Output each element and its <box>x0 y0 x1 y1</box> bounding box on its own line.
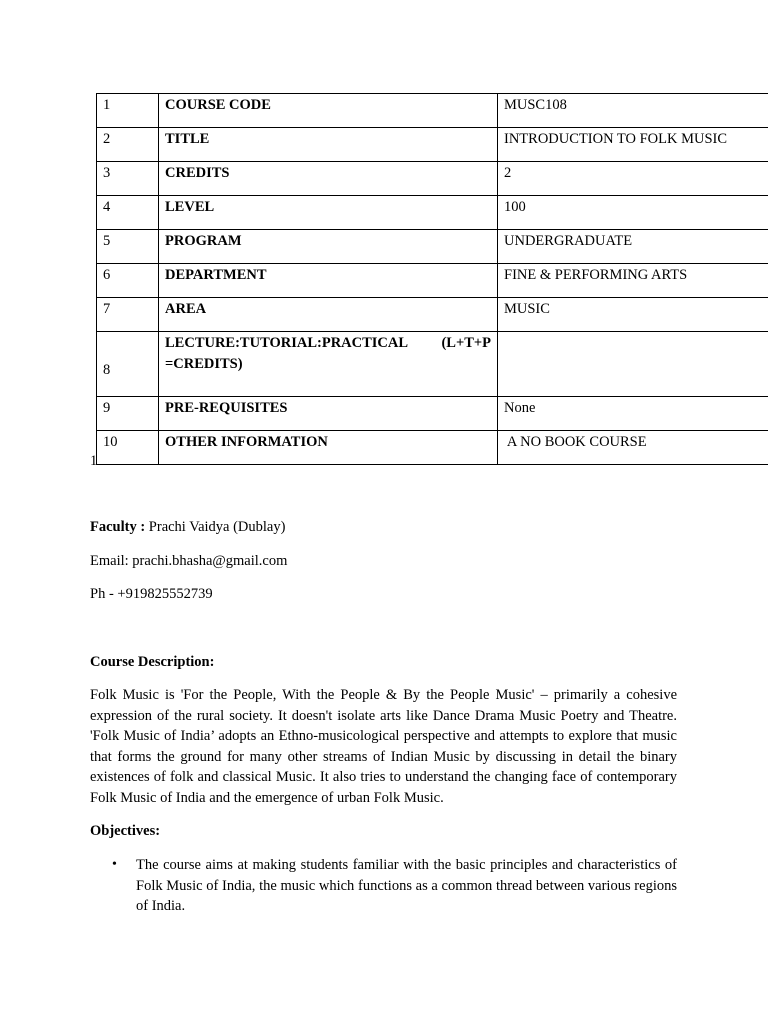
course-description-heading: Course Description: <box>90 654 215 670</box>
field-label-line2: =CREDITS) <box>165 356 243 372</box>
row-number: 7 <box>97 298 159 332</box>
objective-text: The course aims at making students familiar with the basic principles and characteristics of Folk Music of India, the music which functions as a common thread between various regions of India. <box>136 857 677 914</box>
field-label-line1-wrap <box>165 333 491 354</box>
field-label <box>159 332 498 397</box>
field-label: OTHER INFORMATION <box>159 431 498 465</box>
table-row <box>97 94 768 128</box>
email-line: Email: prachi.bhasha@gmail.com <box>90 553 288 569</box>
row-number: 5 <box>97 230 159 264</box>
table-row <box>97 264 768 298</box>
row-number: 1 <box>97 94 159 128</box>
objectives-heading: Objectives: <box>90 823 161 839</box>
field-value: MUSIC <box>498 298 768 332</box>
field-value: INTRODUCTION TO FOLK MUSIC <box>498 128 768 162</box>
field-label: DEPARTMENT <box>159 264 498 298</box>
table-row <box>97 196 768 230</box>
field-value: MUSC108 <box>498 94 768 128</box>
field-label-line1-b: (L+T+P <box>441 335 491 351</box>
field-value <box>498 332 768 397</box>
faculty-label: Faculty : <box>90 519 146 535</box>
row-number: 8 <box>97 332 159 397</box>
course-description-text: Folk Music is 'For the People, With the People & By the People Music' – primarily a cohesive expression of the rural society. It doesn't isolate arts like Dance Drama Music Poetry and Theatre. 'Folk Music of India’ adopts an Ethno-musicological perspective and attempts to explore that music that forms the ground for many other streams of Indian Music by discussing in detail the binary existences of folk and classical Music. It also tries to understand the changing face of contemporary Folk Music of India and the emergence of urban Folk Music. <box>90 687 677 806</box>
field-value: 100 <box>498 196 768 230</box>
footnote-marker: 1 <box>90 453 98 469</box>
table-row <box>97 431 768 465</box>
field-label: PROGRAM <box>159 230 498 264</box>
field-value: FINE & PERFORMING ARTS <box>498 264 768 298</box>
table-row <box>97 332 768 397</box>
field-label: COURSE CODE <box>159 94 498 128</box>
row-number: 10 <box>97 431 159 465</box>
row-number: 4 <box>97 196 159 230</box>
table-row <box>97 230 768 264</box>
table-row <box>97 128 768 162</box>
field-label: TITLE <box>159 128 498 162</box>
phone-line: Ph - +919825552739 <box>90 586 213 602</box>
field-label: AREA <box>159 298 498 332</box>
row-number: 3 <box>97 162 159 196</box>
field-value: 2 <box>498 162 768 196</box>
row-number: 9 <box>97 397 159 431</box>
course-info-table <box>96 93 768 465</box>
field-value: None <box>498 397 768 431</box>
faculty-line <box>90 517 677 538</box>
table-row <box>97 298 768 332</box>
table-row <box>97 397 768 431</box>
field-label: LEVEL <box>159 196 498 230</box>
field-label: CREDITS <box>159 162 498 196</box>
faculty-name: Prachi Vaidya (Dublay) <box>145 519 286 535</box>
field-label: PRE-REQUISITES <box>159 397 498 431</box>
field-value: A NO BOOK COURSE <box>498 431 768 465</box>
row-number: 2 <box>97 128 159 162</box>
field-value: UNDERGRADUATE <box>498 230 768 264</box>
table-row <box>97 162 768 196</box>
objectives-list <box>90 855 677 917</box>
list-item <box>90 855 677 917</box>
row-number: 6 <box>97 264 159 298</box>
field-label-line1-a: LECTURE:TUTORIAL:PRACTICAL <box>165 335 409 351</box>
bullet-dot: • <box>112 857 117 872</box>
